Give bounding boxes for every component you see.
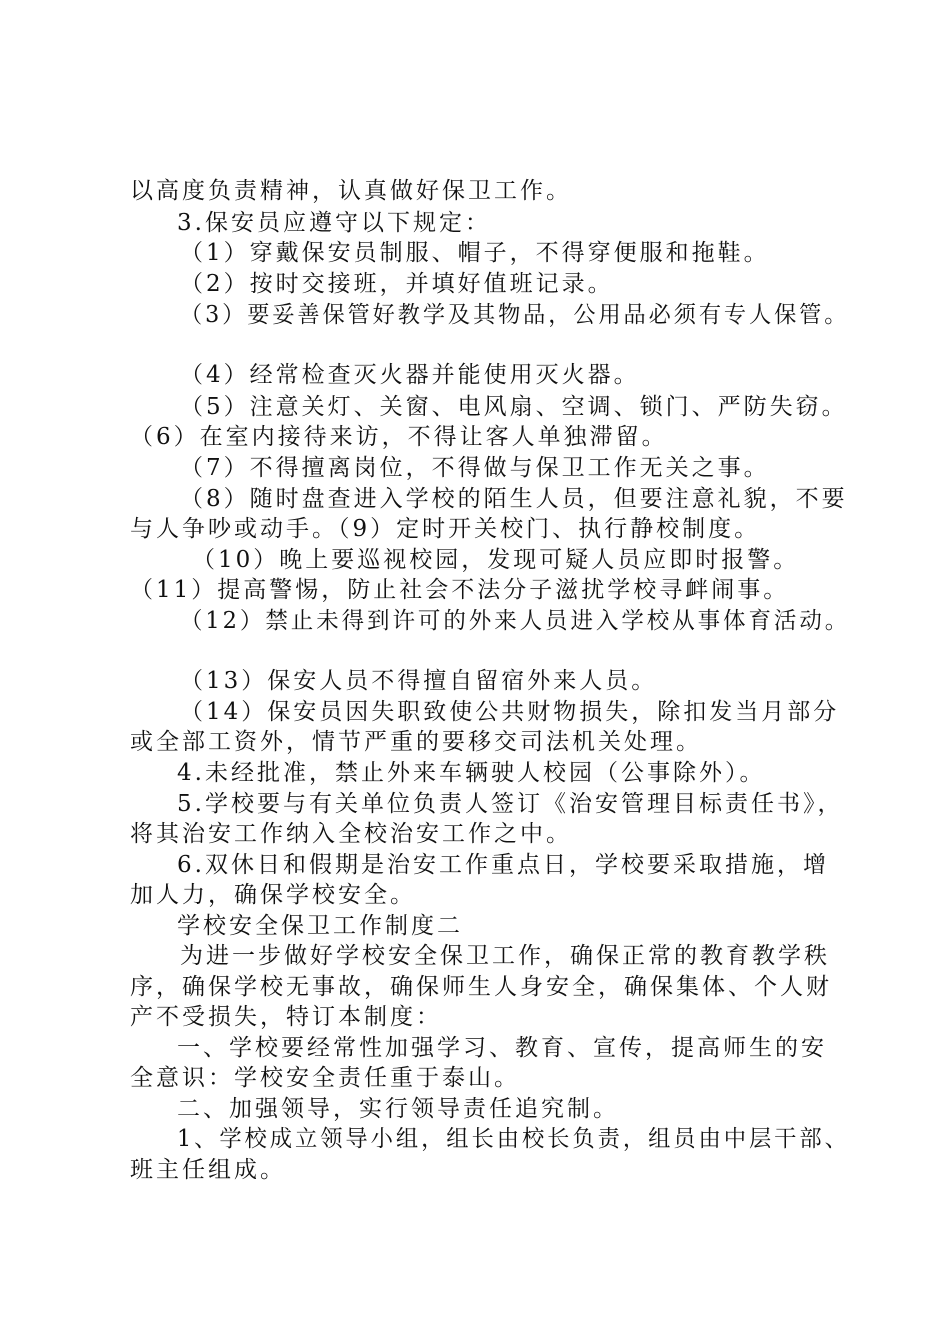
text-line: 加人力，确保学校安全。 — [130, 882, 416, 908]
text-line: 二、加强领导，实行领导责任追究制。 — [177, 1096, 619, 1122]
text-line: 班主任组成。 — [130, 1157, 286, 1183]
text-line: （14）保安员因失职致使公共财物损失，除扣发当月部分 — [180, 699, 840, 725]
text-line: 以高度负责精神，认真做好保卫工作。 — [130, 178, 572, 204]
text-line: （2）按时交接班，并填好值班记录。 — [180, 271, 614, 297]
text-line: 全意识：学校安全责任重于泰山。 — [130, 1065, 520, 1091]
text-line: 一、学校要经常性加强学习、教育、宣传，提高师生的安 — [177, 1035, 827, 1061]
text-line: 3.保安员应遵守以下规定： — [177, 210, 491, 236]
text-line: 产不受损失，特订本制度： — [130, 1004, 442, 1030]
text-line: 为进一步做好学校安全保卫工作，确保正常的教育教学秩 — [180, 943, 830, 969]
section-heading: 学校安全保卫工作制度二 — [177, 913, 463, 939]
text-line: （13）保安人员不得擅自留宿外来人员。 — [180, 668, 658, 694]
text-line: （3）要妥善保管好教学及其物品，公用品必须有专人保管。 — [180, 302, 850, 328]
text-line: （1）穿戴保安员制服、帽子，不得穿便服和拖鞋。 — [180, 240, 770, 266]
text-line: 或全部工资外，情节严重的要移交司法机关处理。 — [130, 729, 702, 755]
text-line: （4）经常检查灭火器并能使用灭火器。 — [180, 362, 640, 388]
text-line: （12）禁止未得到许可的外来人员进入学校从事体育活动。 — [180, 608, 851, 634]
text-line: 6.双休日和假期是治安工作重点日，学校要采取措施，增 — [177, 852, 829, 878]
text-line: （7）不得擅离岗位，不得做与保卫工作无关之事。 — [180, 455, 770, 481]
text-line: （8）随时盘查进入学校的陌生人员，但要注意礼貌，不要 — [180, 486, 848, 512]
text-line: 4.未经批准，禁止外来车辆驶人校园（公事除外）。 — [177, 760, 766, 786]
text-line: 1、学校成立领导小组，组长由校长负责，组员由中层干部、 — [177, 1126, 850, 1152]
text-line: 5.学校要与有关单位负责人签订《治安管理目标责任书》， — [177, 791, 844, 817]
text-line: （11）提高警惕，防止社会不法分子滋扰学校寻衅闹事。 — [130, 577, 790, 603]
text-line: 序，确保学校无事故，确保师生人身安全，确保集体、个人财 — [130, 974, 832, 1000]
text-line: （10）晚上要巡视校园，发现可疑人员应即时报警。 — [192, 547, 800, 573]
text-line: （5）注意关灯、关窗、电风扇、空调、锁门、严防失窃。 — [180, 394, 848, 420]
text-line: 与人争吵或动手。（9）定时开关校门、执行静校制度。 — [130, 516, 761, 542]
text-line: 将其治安工作纳入全校治安工作之中。 — [130, 821, 572, 847]
text-line: （6）在室内接待来访，不得让客人单独滞留。 — [130, 424, 668, 450]
